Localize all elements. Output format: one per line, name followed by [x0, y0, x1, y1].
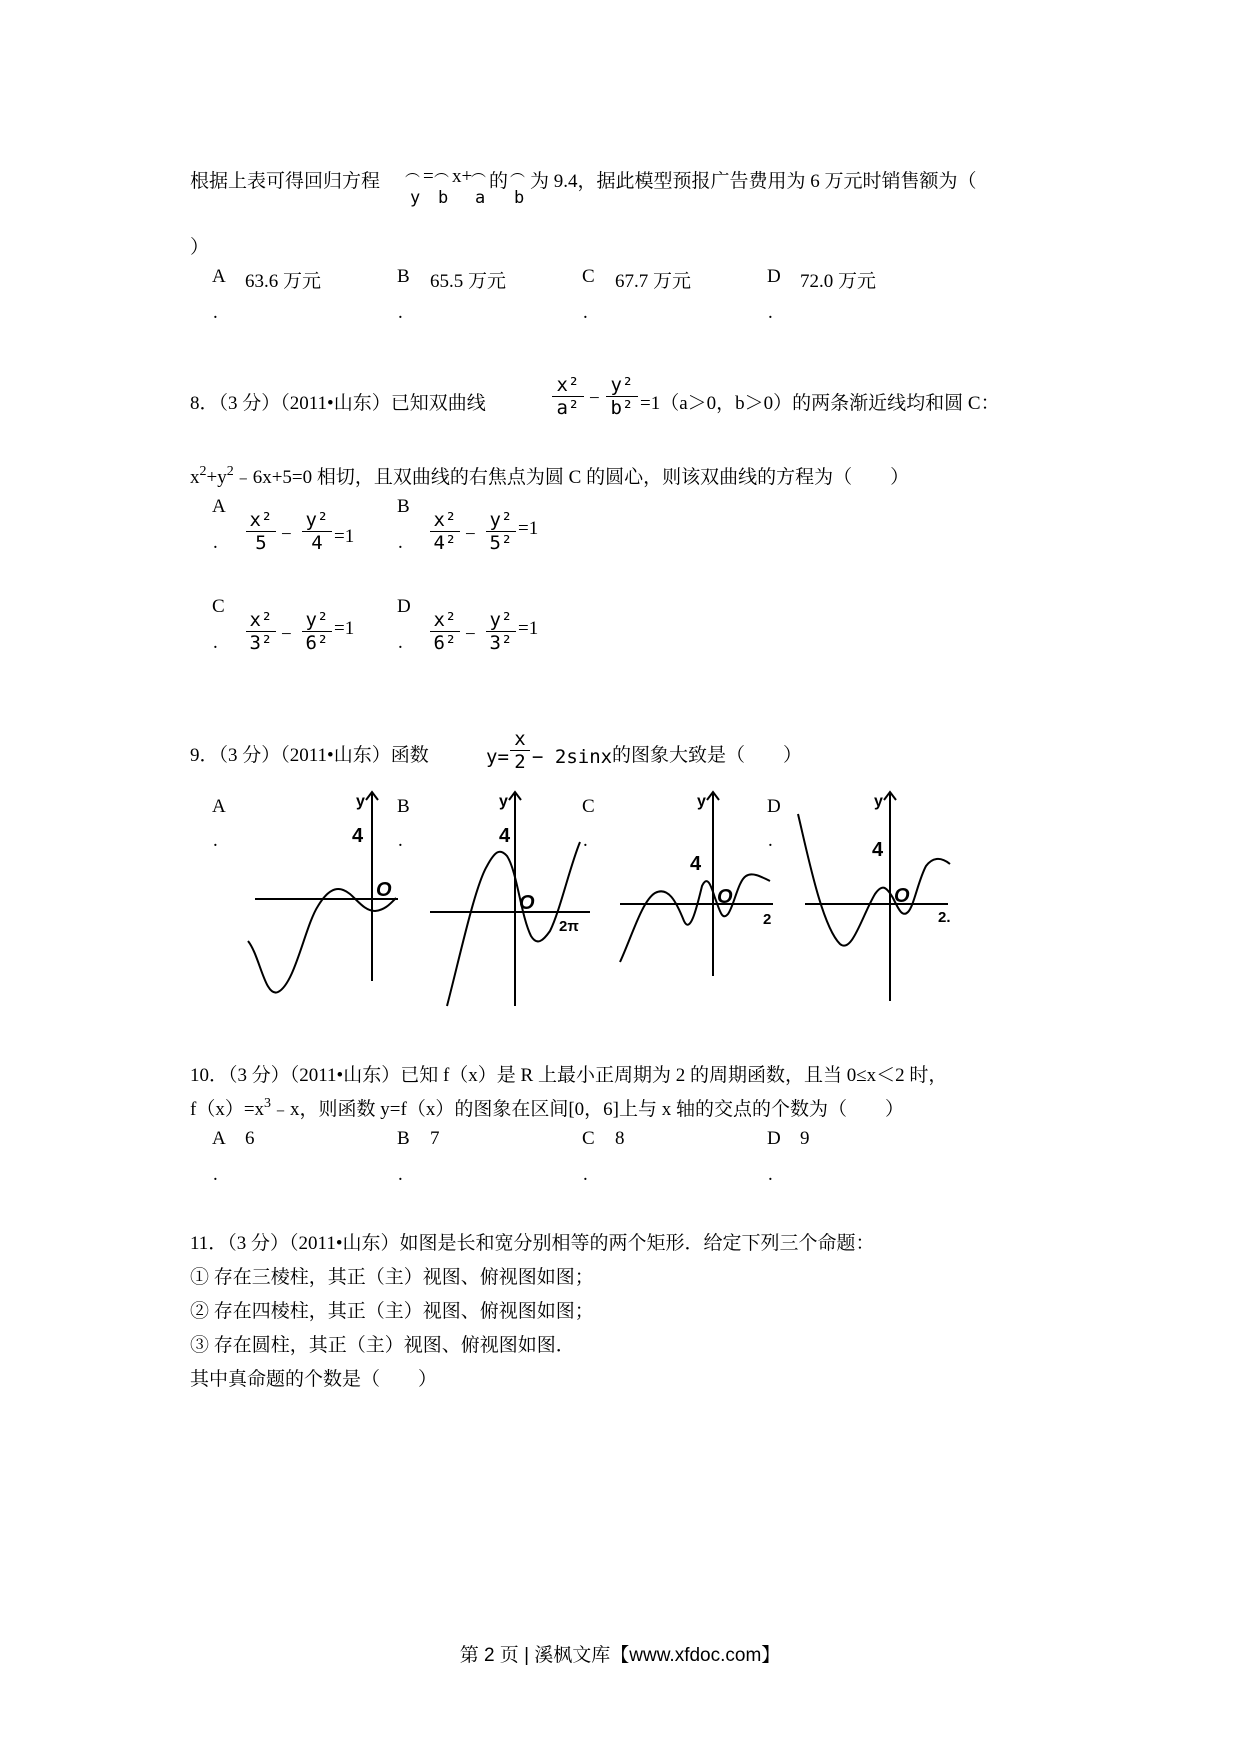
q9-graph-c[interactable] — [610, 786, 775, 1016]
q11-line1: 11．（3 分）（2011•山东）如图是长和宽分别相等的两个矩形．给定下列三个命题： — [190, 1233, 875, 1254]
curve — [798, 814, 950, 946]
q8-prefix: 8．（3 分）（2011•山东）已知双曲线 — [190, 393, 486, 414]
two-label: 2 — [763, 911, 772, 928]
q11-proposition-1: ① 存在三棱柱，其正（主）视图、俯视图如图； — [190, 1267, 594, 1288]
q9-option-b-letter[interactable]: B — [397, 796, 410, 817]
option-fraction-1: x² 5 — [246, 509, 276, 554]
option-minus: − — [281, 624, 292, 645]
q7-close-paren: ） — [190, 237, 210, 258]
four-label: 4 — [499, 825, 511, 847]
two-label: 2. — [938, 909, 951, 926]
option-dot: . — [768, 302, 773, 323]
option-letter: B — [397, 1128, 410, 1149]
hat-y: ︵ — [405, 164, 421, 180]
four-label: 4 — [352, 825, 364, 847]
q10-line2: $f(x)=x^3﹣x$，则函数 y=f（x）的图象在区间[0，6]上与 x 轴的交点的个数为（ ） — [190, 1096, 904, 1120]
origin-label: O — [519, 892, 535, 914]
q9-option-d-letter[interactable]: D — [767, 796, 781, 817]
q9-graph-d[interactable] — [790, 786, 960, 1016]
hat-b2: ︵ — [510, 164, 526, 180]
option-dot: . — [398, 302, 403, 323]
option-fraction-2: y² 4 — [302, 509, 332, 554]
option-letter: A — [212, 496, 226, 517]
sub-y: y — [410, 188, 421, 208]
option-dot: . — [398, 1164, 403, 1185]
option-dot: . — [398, 532, 403, 553]
option-text: 67.7 万元 — [615, 271, 692, 292]
option-fraction-1: x² 6² — [430, 609, 460, 654]
q9-graph-b[interactable] — [425, 786, 595, 1016]
q9-option-a-dot: . — [213, 830, 218, 851]
option-fraction-2: y² 6² — [302, 609, 332, 654]
q8-fraction-y-b: y² b² — [606, 374, 638, 419]
option-dot: . — [768, 1164, 773, 1185]
option-minus: − — [465, 524, 476, 545]
option-eq: =1 — [518, 518, 539, 539]
origin-label: O — [376, 879, 392, 901]
q11-prompt: 其中真命题的个数是（ ） — [190, 1369, 438, 1390]
option-dot: . — [213, 532, 218, 553]
four-label: 4 — [872, 839, 884, 861]
option-fraction-2: y² 5² — [486, 509, 516, 554]
option-eq: =1 — [334, 618, 355, 639]
option-letter: D — [767, 266, 781, 287]
q7-de: 的 — [489, 171, 509, 192]
option-dot: . — [213, 632, 218, 653]
y-label: y — [499, 793, 508, 810]
q10-line1: 10．（3 分）（2011•山东）已知 f（x）是 R 上最小正周期为 2 的周期函数，且当 0≤x＜2 时， — [190, 1065, 948, 1086]
q9-option-a-letter[interactable]: A — [212, 796, 226, 817]
option-fraction-1: x² 4² — [430, 509, 460, 554]
option-text: 65.5 万元 — [430, 271, 507, 292]
option-dot: . — [583, 1164, 588, 1185]
option-text: 72.0 万元 — [800, 271, 877, 292]
sub-b2: b — [514, 188, 525, 208]
option-letter: D — [767, 1128, 781, 1149]
q9-option-d-dot: . — [768, 830, 773, 851]
y-label: y — [874, 793, 883, 810]
curve — [248, 889, 396, 993]
q7-eq: = — [423, 166, 434, 187]
option-dot: . — [398, 632, 403, 653]
y-label: y — [697, 793, 706, 810]
option-letter: B — [397, 496, 410, 517]
page-footer: 第 2 页 | 溪枫文库【www.xfdoc.com】 — [459, 1645, 781, 1666]
sub-a: a — [475, 188, 486, 208]
q9-option-b-dot: . — [398, 830, 403, 851]
option-dot: . — [213, 302, 218, 323]
q9-fn: − 2sinx — [532, 746, 613, 768]
q11-proposition-3: ③ 存在圆柱，其正（主）视图、俯视图如图． — [190, 1335, 575, 1356]
y-label: y — [356, 793, 365, 810]
option-letter: A — [212, 266, 226, 287]
q8-minus: − — [589, 388, 600, 409]
origin-label: O — [894, 885, 910, 907]
q7-text-a: 根据上表可得回归方程 — [190, 171, 381, 192]
option-fraction-2: y² 3² — [486, 609, 516, 654]
option-text: 9 — [800, 1128, 810, 1149]
option-text: 8 — [615, 1128, 625, 1149]
two-pi-label: 2π — [559, 918, 579, 935]
q9-option-c-dot: . — [583, 830, 588, 851]
hat-b: ︵ — [434, 164, 450, 180]
q8-suffix: =1（a＞0，b＞0）的两条渐近线均和圆 C： — [640, 393, 1000, 414]
q9-y-eq: y= — [486, 746, 509, 768]
origin-label: O — [717, 886, 733, 908]
q7-plus-x: x+ — [452, 166, 473, 187]
option-letter: D — [397, 596, 411, 617]
option-dot: . — [213, 1164, 218, 1185]
sub-b1: b — [438, 188, 449, 208]
q9-suffix: 的图象大致是（ ） — [612, 745, 803, 766]
option-eq: =1 — [518, 618, 539, 639]
option-letter: B — [397, 266, 410, 287]
option-minus: − — [281, 524, 292, 545]
q8-fraction-x-a: x² a² — [552, 374, 584, 419]
option-text: 7 — [430, 1128, 440, 1149]
curve — [620, 874, 770, 962]
q9-fraction: x 2 — [510, 728, 530, 773]
q8-line2: $x^2+y^2﹣6x+5=0$ 相切，且双曲线的右焦点为圆 C 的圆心，则该双曲线的方程为（ ） — [190, 464, 910, 488]
four-label: 4 — [690, 853, 702, 875]
q11-proposition-2: ② 存在四棱柱，其正（主）视图、俯视图如图； — [190, 1301, 594, 1322]
option-minus: − — [465, 624, 476, 645]
option-eq: =1 — [334, 526, 355, 547]
option-letter: A — [212, 1128, 226, 1149]
option-letter: C — [582, 1128, 595, 1149]
option-text: 63.6 万元 — [245, 271, 322, 292]
option-letter: C — [582, 266, 595, 287]
hat-a: ︵ — [471, 164, 487, 180]
q9-graph-a[interactable] — [240, 786, 400, 1016]
option-letter: C — [212, 596, 225, 617]
option-dot: . — [583, 302, 588, 323]
option-text: 6 — [245, 1128, 255, 1149]
q9-option-c-letter[interactable]: C — [582, 796, 595, 817]
q9-prefix: 9．（3 分）（2011•山东）函数 — [190, 745, 429, 766]
q7-text-b: 为 9.4，据此模型预报广告费用为 6 万元时销售额为（ — [530, 171, 977, 192]
option-fraction-1: x² 3² — [246, 609, 276, 654]
